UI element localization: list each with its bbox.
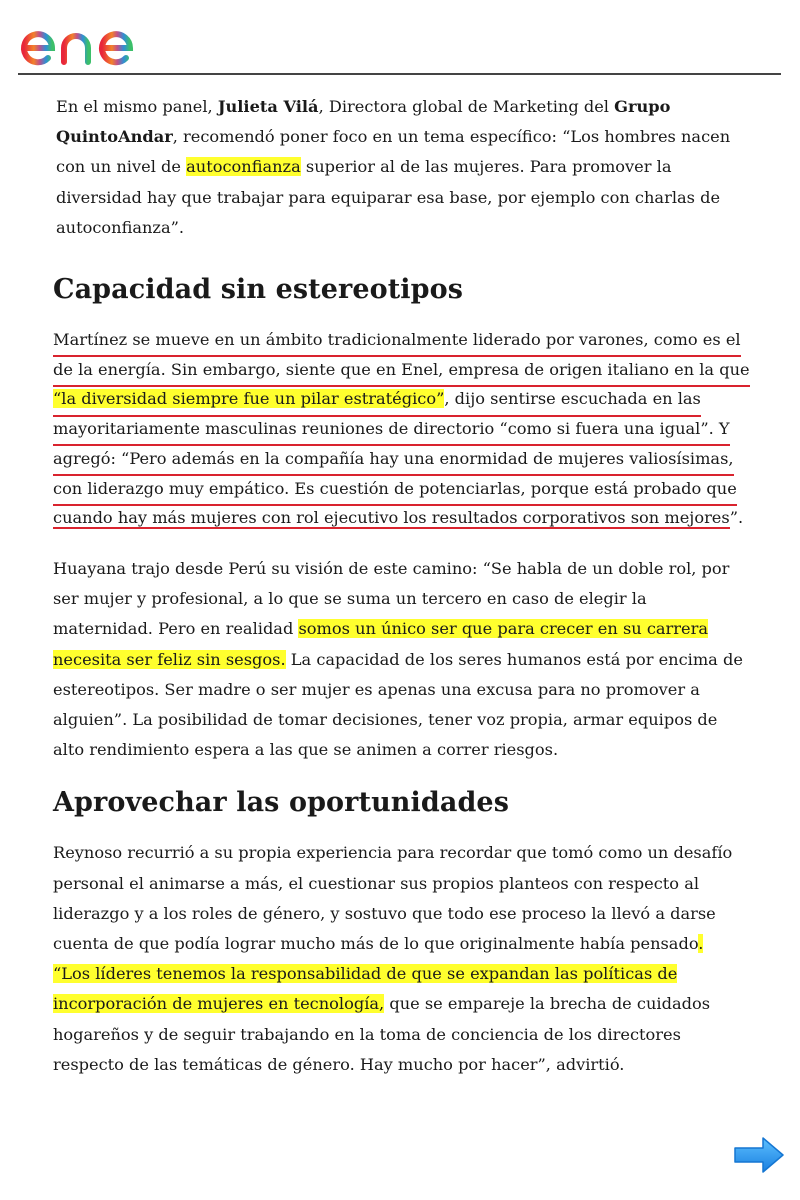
underlined-line: mayoritariamente masculinas reuniones de directorio “como si fuera una igual”. Y [53, 414, 730, 446]
heading-aprovechar: Aprovechar las oportunidades [53, 787, 510, 819]
paragraph-reynoso: Reynoso recurrió a su propia experiencia para recordar que tomó como un desafío personal el animarse a más, el cuestionar sus propios planteos con respecto al liderazgo y a los roles de género, y sostuvo que todo ese proceso la llevó a darse cuenta de que podía lograr mucho más de lo que originalmente había pensado. “Los líderes tenemos la responsabilidad de que se expandan las políticas de incorporación de mujeres en tecnología, que se empareje la brecha de cuidados hogareños y de seguir trabajando en la toma de conciencia de los directores respecto de las temáticas de género. Hay mucho por hacer”, advirtió. [53, 843, 733, 1074]
arrow-right-icon[interactable] [733, 1136, 785, 1174]
underlined-line: agregó: “Pero además en la compañía hay una enormidad de mujeres valiosísimas, [53, 444, 734, 476]
highlight-diversidad: “la diversidad siempre fue un pilar estratégico” [53, 389, 445, 409]
header-divider [18, 73, 781, 75]
highlight-unico-ser: somos un único ser que para crecer en su carrera necesita ser feliz sin sesgos. [53, 619, 708, 669]
underlined-line: con liderazgo muy empático. Es cuestión de potenciarlas, porque está probado que [53, 474, 737, 506]
paragraph-vila: En el mismo panel, Julieta Vilá, Directora global de Marketing del Grupo QuintoAndar, recomendó poner foco en un tema específico: “Los hombres nacen con un nivel de autoconfianza superior al de las mujeres. Para promover la diversidad hay que trabajar para equiparar esa base, por ejemplo con charlas de autoconfianza”. [56, 97, 731, 237]
article-body [53, 92, 750, 1080]
paragraph-huayana: Huayana trajo desde Perú su visión de este camino: “Se habla de un doble rol, por ser mujer y profesional, a lo que se suma un tercero en caso de elegir la maternidad. Pero en realidad somos un único ser que para crecer en su carrera necesita ser feliz sin sesgos. La capacidad de los seres humanos está por encima de estereotipos. Ser madre o ser mujer es apenas una excusa para no promover a alguien”. La posibilidad de tomar decisiones, tener voz propia, armar equipos de alto rendimiento espera a las que se animen a correr riesgos. [53, 558, 743, 760]
highlight-autoconfianza: autoconfianza [186, 157, 301, 177]
enel-logo [16, 8, 186, 70]
underlined-line: Martínez se mueve en un ámbito tradicionalmente liderado por varones, como es el [53, 325, 741, 357]
underlined-line: cuando hay más mujeres con rol ejecutivo los resultados corporativos son mejores”. [53, 508, 744, 528]
heading-capacidad: Capacidad sin estereotipos [53, 274, 464, 306]
highlight-lideres: . “Los líderes tenemos la responsabilidad de que se expandan las políticas de incorporación de mujeres en tecnología, [53, 933, 704, 1014]
paragraph-martinez-underlined [53, 325, 750, 533]
underlined-line: de la energía. Sin embargo, siente que en Enel, empresa de origen italiano en la que [53, 355, 750, 387]
underlined-line: “la diversidad siempre fue un pilar estratégico”, dijo sentirse escuchada en las [53, 384, 701, 416]
